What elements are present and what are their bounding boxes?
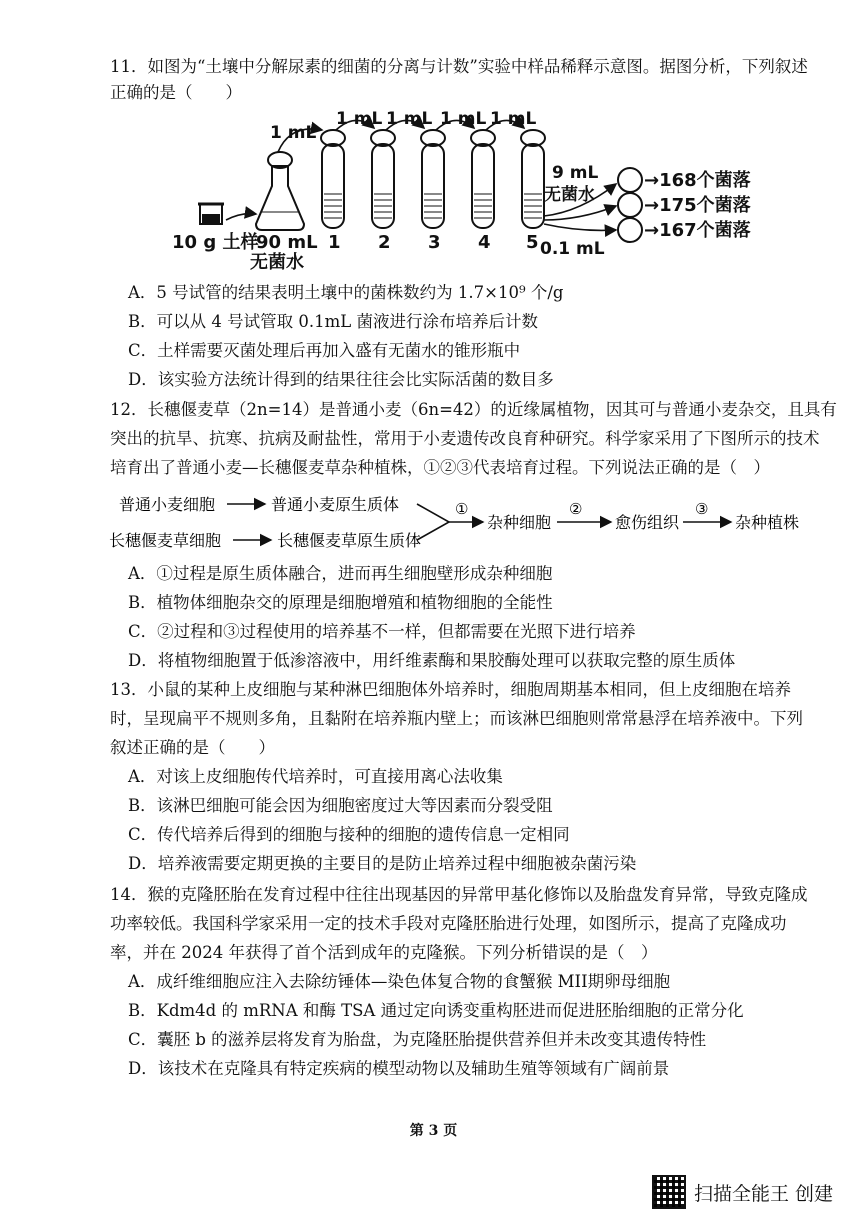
q11-option-d: D．该实验方法统计得到的结果往往会比实际活菌的数目多: [128, 370, 554, 389]
q11-option-c: C．土样需要灭菌处理后再加入盛有无菌水的锥形瓶中: [128, 341, 521, 360]
transfer-label-4: 1 mL: [440, 109, 487, 129]
plating-volume-label: 0.1 mL: [540, 239, 605, 259]
flow-hybrid-cell: 杂种细胞: [487, 513, 552, 532]
soil-beaker-icon: [198, 204, 224, 224]
q14-stem-line-1: 14．猴的克隆胚胎在发育过程中往往出现基因的异常甲基化修饰以及胎盘发育异常，导致克隆成: [110, 885, 808, 904]
colony-count-3: →167个菌落: [644, 220, 751, 241]
q13-stem-line-3: 叙述正确的是（ ）: [110, 738, 275, 757]
q12-option-a: A．①过程是原生质体融合，进而再生细胞壁形成杂种细胞: [128, 564, 553, 583]
q14-stem-line-2: 功率较低。我国科学家采用一定的技术手段对克隆胚胎进行处理，如图所示，提高了克隆成功: [110, 914, 787, 933]
transfer-label-5: 1 mL: [490, 109, 537, 129]
q12-stem-line-3: 培育出了普通小麦—长穗偃麦草杂种植株，①②③代表培育过程。下列说法正确的是（ ）: [110, 458, 770, 477]
page-number: 第 3 页: [409, 1123, 458, 1139]
q11-stem-line-2: 正确的是（ ）: [110, 83, 242, 102]
tube5-volume-label: 9 mL: [552, 163, 599, 183]
q13-stem-line-2: 时，呈现扁平不规则多角，且黏附在培养瓶内壁上；而该淋巴细胞则常常悬浮在培养液中。下列: [110, 709, 803, 728]
watermark-text: 扫描全能王 创建: [694, 1182, 834, 1205]
q14-option-a: A．成纤维细胞应注入去除纺锤体—染色体复合物的食蟹猴 MII期卵母细胞: [128, 972, 671, 991]
test-tube-5-icon: [521, 130, 545, 228]
flask-water-label: 无菌水: [250, 252, 304, 273]
flow-cell-a: 普通小麦细胞: [119, 495, 216, 514]
flow-merge-lines: [417, 504, 449, 540]
flow-step-3: ③: [695, 500, 709, 518]
q11-stem-line-1: 11．如图为“土壤中分解尿素的细菌的分离与计数”实验中样品稀释示意图。据图分析，下列叙述: [110, 57, 808, 76]
q12-stem-line-1: 12．长穗偃麦草（2n=14）是普通小麦（6n=42）的近缘属植物，因其可与普通小麦杂交，且具有: [110, 400, 837, 419]
q14-option-c: C．囊胚 b 的滋养层将发育为胎盘，为克隆胚胎提供营养但并未改变其遗传特性: [128, 1030, 707, 1049]
q14-option-b: B．Kdm4d 的 mRNA 和酶 TSA 通过定向诱变重构胚进而促进胚胎细胞的正常分化: [128, 1001, 744, 1020]
test-tube-1-icon: [321, 130, 345, 228]
sample-label: 10 g 土样: [172, 232, 259, 253]
test-tube-3-icon: [421, 130, 445, 228]
flow-step-1: ①: [455, 500, 469, 518]
q13-stem-line-1: 13．小鼠的某种上皮细胞与某种淋巴细胞体外培养时，细胞周期基本相同，但上皮细胞在培养: [110, 680, 791, 699]
transfer-label-3: 1 mL: [386, 109, 433, 129]
plate-arrow-2: [544, 206, 616, 220]
tube-number-5: 5: [526, 232, 539, 253]
soil-to-flask-arrow: [226, 214, 256, 220]
q13-option-c: C．传代培养后得到的细胞与接种的细胞的遗传信息一定相同: [128, 825, 570, 844]
qr-code-icon: [652, 1175, 686, 1209]
flow-hybrid-plant: 杂种植株: [735, 513, 800, 532]
tube5-water-label: 无菌水: [544, 185, 595, 205]
colony-count-2: →175个菌落: [644, 195, 751, 216]
tube-number-3: 3: [428, 232, 441, 253]
q13-option-b: B．该淋巴细胞可能会因为细胞密度过大等因素而分裂受阻: [128, 796, 553, 815]
tube-number-4: 4: [478, 232, 491, 253]
q12-option-c: C．②过程和③过程使用的培养基不一样，但都需要在光照下进行培养: [128, 622, 636, 641]
q11-option-b: B．可以从 4 号试管取 0.1mL 菌液进行涂布培养后计数: [128, 312, 538, 331]
q12-stem-line-2: 突出的抗旱、抗寒、抗病及耐盐性，常用于小麦遗传改良育种研究。科学家采用了下图所示的技术: [110, 429, 820, 448]
q12-option-b: B．植物体细胞杂交的原理是细胞增殖和植物细胞的全能性: [128, 593, 553, 612]
flask-icon: [256, 152, 304, 230]
plate-arrow-3: [544, 224, 616, 230]
colony-count-1: →168个菌落: [644, 170, 751, 191]
flow-protoplast-a: 普通小麦原生质体: [271, 495, 400, 514]
tube-number-1: 1: [328, 232, 341, 253]
q11-option-a: A．5 号试管的结果表明土壤中的菌株数约为 1.7×10⁹ 个/g: [128, 283, 564, 302]
q12-option-d: D．将植物细胞置于低渗溶液中，用纤维素酶和果胶酶处理可以获取完整的原生质体: [128, 651, 736, 670]
petri-dish-2-icon: [618, 193, 642, 217]
q12-flow-diagram: [105, 492, 805, 554]
test-tube-4-icon: [471, 130, 495, 228]
q14-option-d: D．该技术在克隆具有特定疾病的模型动物以及辅助生殖等领域有广阔前景: [128, 1059, 670, 1078]
q13-option-d: D．培养液需要定期更换的主要目的是防止培养过程中细胞被杂菌污染: [128, 854, 637, 873]
q14-stem-line-3: 率，并在 2024 年获得了首个活到成年的克隆猴。下列分析错误的是（ ）: [110, 943, 658, 962]
tube-number-2: 2: [378, 232, 391, 253]
flask-volume-label: 90 mL: [256, 232, 318, 253]
scanner-watermark: [652, 1175, 833, 1209]
q13-option-a: A．对该上皮细胞传代培养时，可直接用离心法收集: [128, 767, 503, 786]
transfer-label-1: 1 mL: [270, 123, 317, 143]
flow-cell-b: 长穗偃麦草细胞: [109, 531, 222, 550]
transfer-label-2: 1 mL: [336, 109, 383, 129]
test-tube-2-icon: [371, 130, 395, 228]
q11-dilution-diagram: [160, 108, 800, 273]
flow-protoplast-b: 长穗偃麦草原生质体: [277, 531, 422, 550]
flow-callus: 愈伤组织: [615, 513, 680, 532]
petri-dish-3-icon: [618, 218, 642, 242]
petri-dish-1-icon: [618, 168, 642, 192]
flow-step-2: ②: [569, 500, 583, 518]
